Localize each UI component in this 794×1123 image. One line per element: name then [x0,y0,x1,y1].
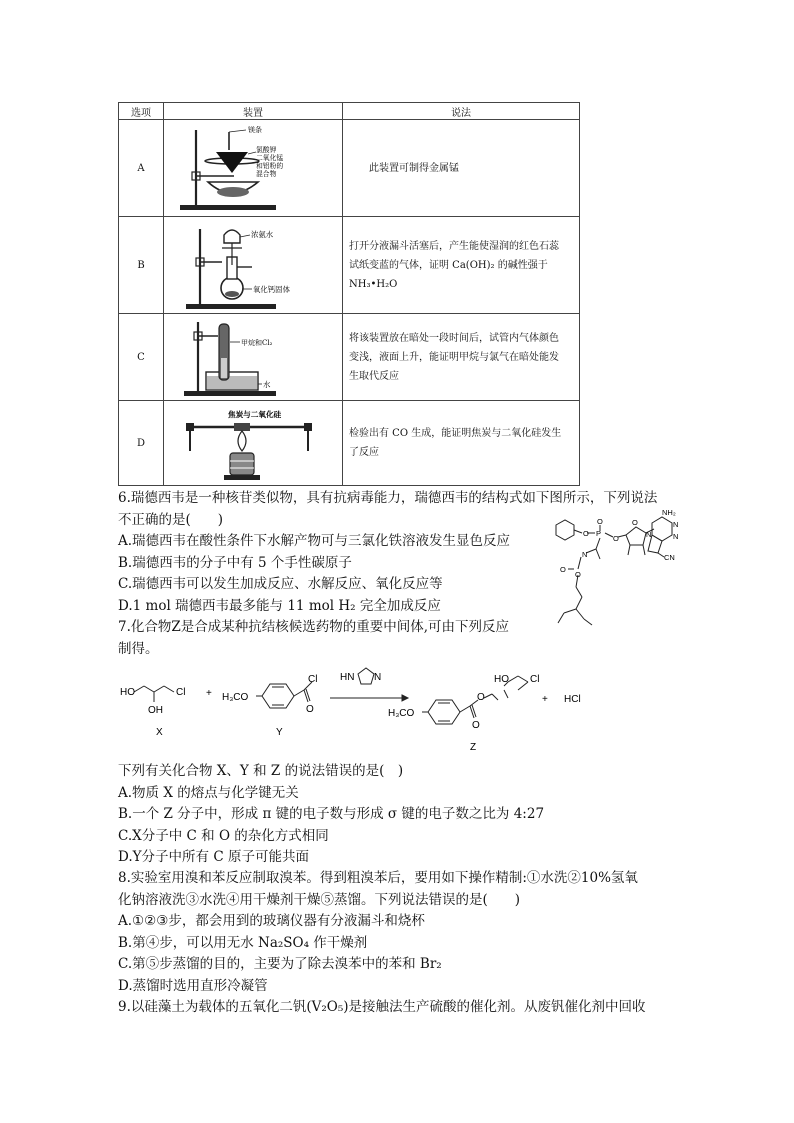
remdesivir-structure [546,508,696,631]
reaction-scheme [110,660,630,756]
atom-label: O [632,518,638,527]
imidazole-label-n: N [374,672,382,683]
z-label-o-ester: O [477,692,485,703]
q7-option-c: C.X分子中 C 和 O 的杂化方式相同 [118,827,329,844]
statement-line: 打开分液漏斗活塞后，产生能使湿润的红色石蕊 [349,240,559,252]
atom-label: O [560,565,566,574]
atom-label: N [673,520,679,529]
q8-stem-line: 化钠溶液洗③水洗④用干燥剂干燥⑤蒸馏。下列说法错误的是( ) [118,891,521,908]
table-header-row [119,103,580,120]
question-7-stem [118,617,509,660]
statement-line: 了反应 [349,447,379,458]
atom-label: O [613,534,619,543]
y-label-o: O [306,704,314,715]
statement-cell [343,314,580,401]
atom-label: CN [664,553,675,562]
q6-option-b: B.瑞德西韦的分子中有 5 个手性碳原子 [118,554,352,571]
label-kclo3: 氯酸钾 [256,146,277,154]
table-row [119,217,580,314]
coke-silica-reaction-diagram [164,401,342,485]
statement-cell [343,401,580,486]
statement-line: 此装置可制得金属锰 [369,162,459,174]
statement-cell [343,217,580,314]
atom-label: N [673,532,679,541]
x-label-cl: Cl [176,687,186,698]
label-ch4-cl2: 甲烷和Cl₂ [241,339,273,347]
atom-label: O [575,570,581,579]
options-table [118,102,580,486]
header-option: 选项 [119,103,164,120]
q7-option-b: B.一个 Z 分子中，形成 π 键的电子数与形成 σ 键的电子数之比为 4:27 [118,806,545,822]
q6-stem-line: 不正确的是( ) [118,511,224,528]
statement-line: NH₃•H₂O [349,278,398,290]
label-water: 水 [263,380,271,389]
ammonia-apparatus-diagram [164,217,342,313]
table-row [119,120,580,217]
y-label-h3co: H₃CO [222,692,249,703]
q6-option-c: C.瑞德西韦可以发生加成反应、水解反应、氧化反应等 [118,576,443,592]
label-mixture: 混合物 [256,170,277,178]
q6-option-d: D.1 mol 瑞德西韦最多能与 11 mol H₂ 完全加成反应 [118,597,441,614]
methane-chlorination-diagram [164,314,342,400]
x-compound-label: X [156,727,163,738]
apparatus-cell [164,401,343,486]
atom-label: O [597,517,603,526]
label-mno2: 二氧化锰 [256,154,284,162]
option-label: D [119,401,164,486]
q7-option-a: A.物质 X 的熔点与化学键无关 [118,784,299,801]
q6-option-a: A.瑞德西韦在酸性条件下水解产物可与三氯化铁溶液发生显色反应 [118,533,511,549]
q8-option-d: D.蒸馏时选用直形冷凝管 [118,977,268,994]
q7-stem-line: 7.化合物Z是合成某种抗结核候选药物的重要中间体,可由下列反应 [118,619,510,635]
atom-label: N [646,530,652,539]
q7-question: 下列有关化合物 X、Y 和 Z 的说法错误的是( ) [118,763,404,779]
label-conc-ammonia: 浓氨水 [251,230,274,239]
label-mg-ribbon: 镁条 [248,126,262,134]
option-label: A [119,120,164,217]
y-label-cl: Cl [308,674,318,685]
table-row [119,314,580,401]
z-label-o-carbonyl: O [472,720,480,731]
table-row [119,401,580,486]
statement-line: 试纸变蓝的气体，证明 Ca(OH)₂ 的碱性强于 [349,259,548,271]
x-label-ho: HO [120,687,135,698]
imidazole-label-hn: HN [340,672,355,683]
q9-stem-line: 9.以硅藻土为载体的五氧化二钒(V₂O₅)是接触法生产硫酸的催化剂。从废钒催化剂中回收 [118,999,646,1015]
q8-option-b: B.第④步，可以用无水 Na₂SO₄ 作干燥剂 [118,934,368,951]
question-7-options [118,761,544,869]
atom-label: P [596,529,602,538]
statement-line: 检验出有 CO 生成，能证明焦炭与二氧化硅发生 [349,428,562,439]
apparatus-cell [164,217,343,314]
thermite-apparatus-diagram [164,120,342,216]
q8-option-a: A.①②③步，都会用到的玻璃仪器有分液漏斗和烧杯 [118,913,425,929]
q8-stem-line: 8.实验室用溴和苯反应制取溴苯。得到粗溴苯后，要用如下操作精制:①水洗②10%氢氧 [118,870,638,886]
z-label-cl: Cl [530,674,540,685]
option-label: B [119,217,164,314]
statement-cell [343,120,580,217]
q7-stem-line: 制得。 [118,640,159,657]
header-apparatus: 装置 [164,103,343,120]
atom-label: N [582,550,588,559]
atom-label: O [583,529,589,538]
y-compound-label: Y [276,727,283,738]
label-and-al: 和铝粉的 [256,162,284,170]
label-coke-silica: 焦炭与二氧化硅 [228,410,282,419]
z-label-h3co: H₃CO [388,708,415,719]
statement-line: 变浅，液面上升，能证明甲烷与氯气在暗处能发 [349,351,559,363]
apparatus-cell [164,314,343,401]
x-label-oh: OH [148,705,163,716]
q6-stem-line: 6.瑞德西韦是一种核苷类似物，具有抗病毒能力，瑞德西韦的结构式如下图所示，下列说法 [118,490,658,506]
q8-option-c: C.第⑤步蒸馏的目的，主要为了除去溴苯中的苯和 Br₂ [118,956,442,972]
question-9 [118,997,646,1019]
statement-line: 将该装置放在暗处一段时间后，试管内气体颜色 [349,332,559,344]
hcl-label: HCl [564,694,581,705]
q7-option-d: D.Y分子中所有 C 原子可能共面 [118,849,309,865]
header-statement: 说法 [343,103,580,120]
z-compound-label: Z [470,742,477,753]
z-label-ho: HO [494,674,509,685]
statement-line: 生取代反应 [349,370,399,382]
apparatus-cell [164,120,343,217]
label-cao-solid: 氧化钙固体 [253,285,290,294]
plus-sign: + [206,688,212,699]
atom-label: NH₂ [662,508,676,517]
plus-sign: + [542,694,548,705]
option-label: C [119,314,164,401]
question-8 [118,868,638,997]
